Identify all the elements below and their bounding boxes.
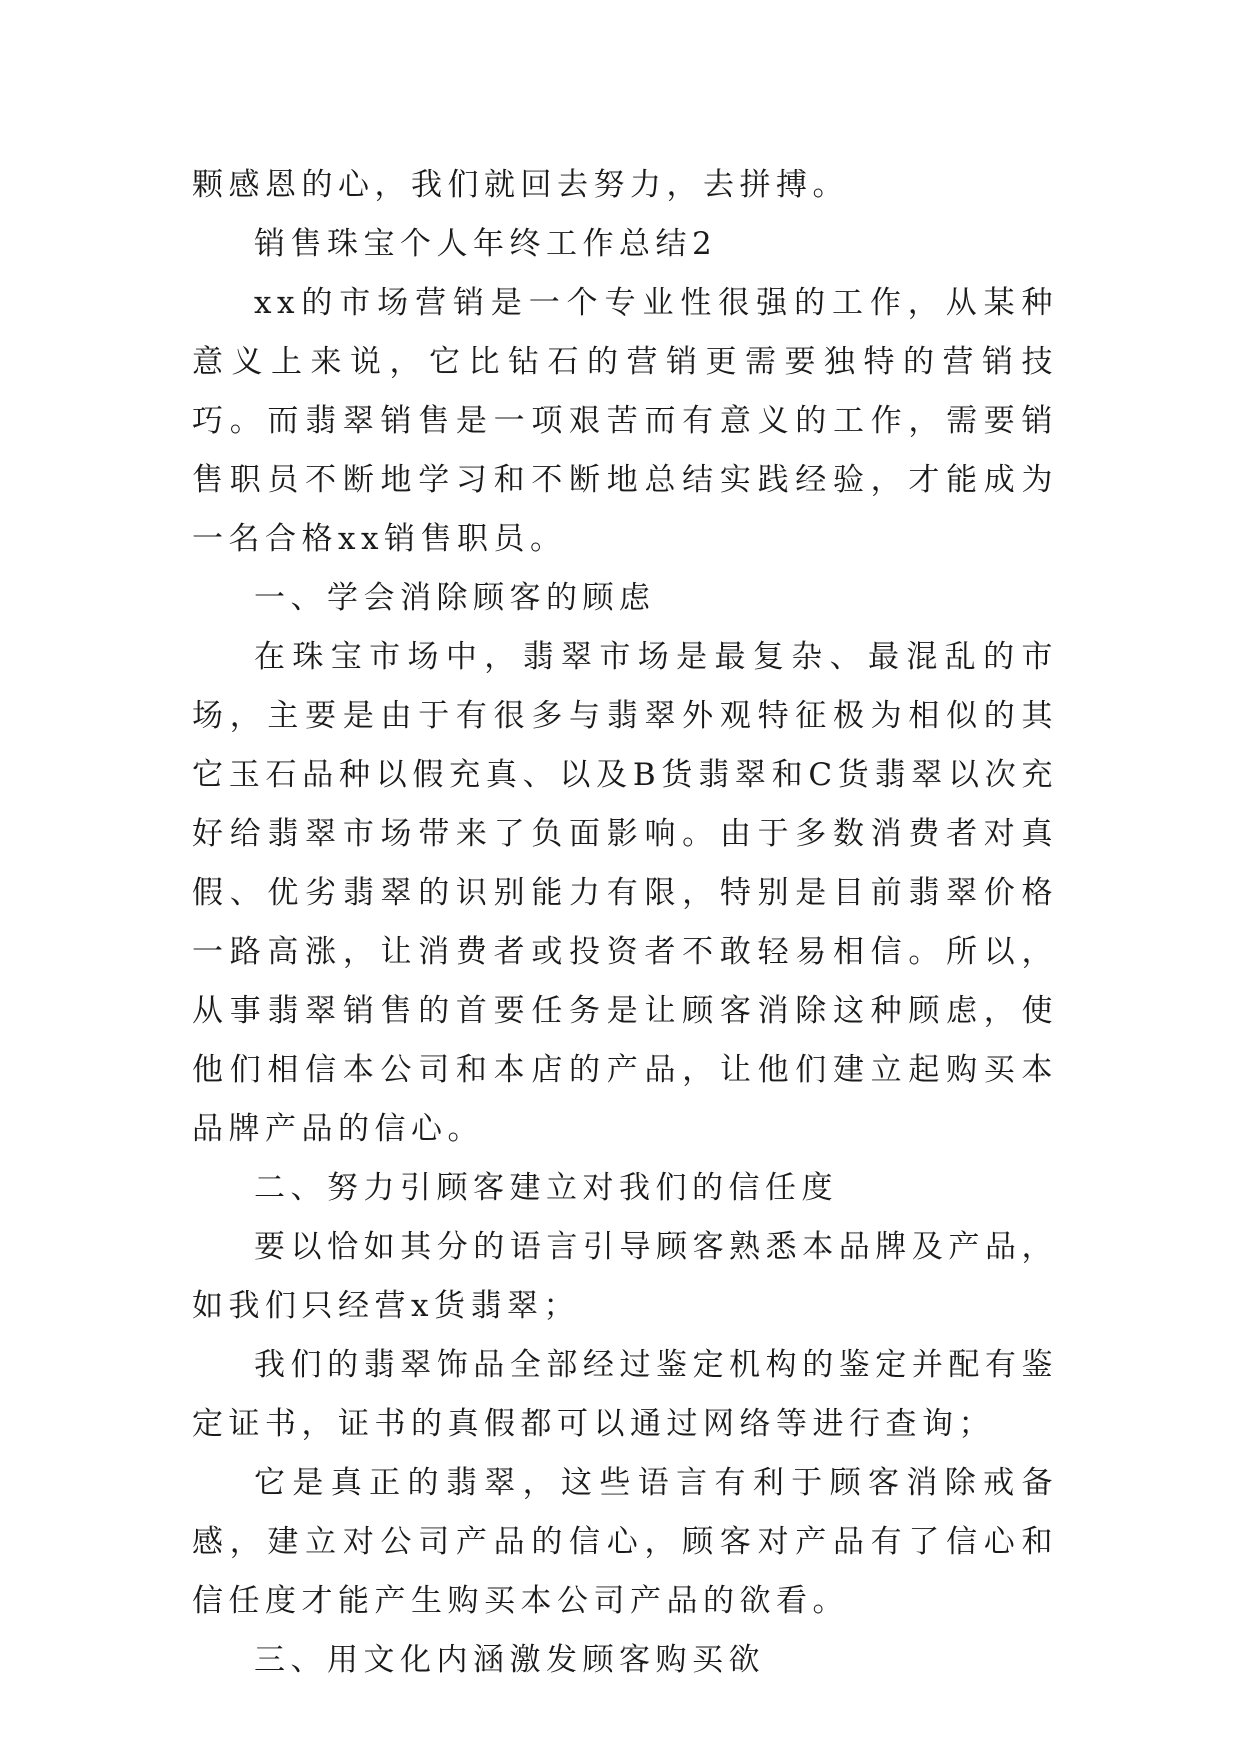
section-title: 销售珠宝个人年终工作总结2: [254, 226, 718, 262]
intro-paragraph: xx的市场营销是一个专业性很强的工作，从某种意义上来说，它比钻石的营销更需要独特的营销技巧。而翡翠销售是一项艰苦而有意义的工作，需要销售职员不断地学习和不断地总结实践经验，才能成为一名合格xx销售职员。: [192, 285, 1058, 557]
paragraph-2c: 它是真正的翡翠，这些语言有利于顾客消除戒备感，建立对公司产品的信心，顾客对产品有了信心和信任度才能产生购买本公司产品的欲看。: [192, 1465, 1058, 1619]
paragraph-continuation: 颗感恩的心，我们就回去努力，去拼搏。: [192, 167, 849, 203]
document-body: [192, 156, 1058, 1690]
paragraph-2a: 要以恰如其分的语言引导顾客熟悉本品牌及产品，如我们只经营x货翡翠；: [192, 1229, 1058, 1324]
paragraph-2b: 我们的翡翠饰品全部经过鉴定机构的鉴定并配有鉴定证书，证书的真假都可以通过网络等进行查询；: [192, 1347, 1058, 1442]
heading-2: 二、努力引顾客建立对我们的信任度: [254, 1170, 838, 1206]
paragraph-1: 在珠宝市场中，翡翠市场是最复杂、最混乱的市场，主要是由于有很多与翡翠外观特征极为相似的其它玉石品种以假充真、以及B货翡翠和C货翡翠以次充好给翡翠市场带来了负面影响。由于多数消费者对真假、优劣翡翠的识别能力有限，特别是目前翡翠价格一路高涨，让消费者或投资者不敢轻易相信。所以，从事翡翠销售的首要任务是让顾客消除这种顾虑，使他们相信本公司和本店的产品，让他们建立起购买本品牌产品的信心。: [192, 639, 1058, 1147]
heading-3: 三、用文化内涵激发顾客购买欲: [254, 1642, 765, 1678]
heading-1: 一、学会消除顾客的顾虑: [254, 580, 656, 616]
